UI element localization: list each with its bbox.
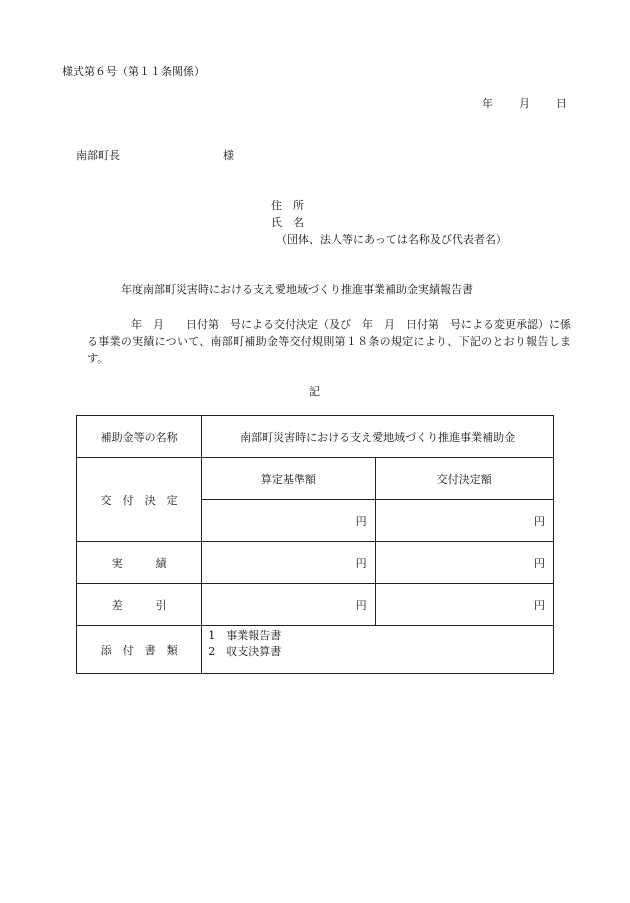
result-label: 実 績 — [77, 542, 202, 584]
table-row-difference — [77, 584, 554, 626]
document-body: 年 月 日付第 号による交付決定（及び 年 月 日付第 号による変更承認）に係る事業の実績について、南部町補助金等交付規則第１８条の規定により、下記のとおり報告します。 — [87, 318, 571, 365]
addressee-title: 南部町長 — [76, 149, 120, 162]
addressee-honorific: 様 — [223, 149, 234, 162]
list-item: 2 収支決算書 — [208, 645, 282, 658]
document-title: 年度南部町災害時における支え愛地域づくり推進事業補助金実績報告書 — [121, 283, 473, 296]
table-row-attachments — [77, 626, 554, 674]
result-amount-b: 円 — [375, 542, 553, 584]
calc-base-amount: 円 — [202, 500, 375, 542]
date-month: 月 — [519, 97, 530, 110]
list-item: 1 事業報告書 — [208, 629, 282, 642]
grant-decision-amount: 円 — [375, 500, 553, 542]
report-table — [76, 415, 554, 674]
grant-decision-header: 交付決定額 — [375, 458, 553, 500]
ki-heading: 記 — [309, 385, 320, 398]
date-line — [482, 97, 567, 111]
result-amount-a: 円 — [202, 542, 375, 584]
table-row-grant-header — [77, 458, 554, 500]
grant-decision-label: 交 付 決 定 — [77, 458, 202, 542]
difference-amount-a: 円 — [202, 584, 375, 626]
address-label: 住 所 — [271, 199, 304, 212]
date-day: 日 — [556, 97, 567, 110]
form-number: 様式第６号（第１１条関係） — [62, 65, 205, 78]
attachments-label: 添 付 書 類 — [77, 626, 202, 674]
difference-amount-b: 円 — [375, 584, 553, 626]
subsidy-name-label: 補助金等の名称 — [77, 416, 202, 458]
attachments-list — [202, 626, 554, 674]
date-year: 年 — [482, 97, 493, 110]
difference-label: 差 引 — [77, 584, 202, 626]
name-note: （団体、法人等にあっては名称及び代表者名） — [276, 233, 507, 246]
name-label: 氏 名 — [271, 216, 304, 229]
calc-base-header: 算定基準額 — [202, 458, 375, 500]
table-row-result — [77, 542, 554, 584]
table-row-subsidy-name — [77, 416, 554, 458]
subsidy-name-value: 南部町災害時における支え愛地域づくり推進事業補助金 — [202, 416, 554, 458]
